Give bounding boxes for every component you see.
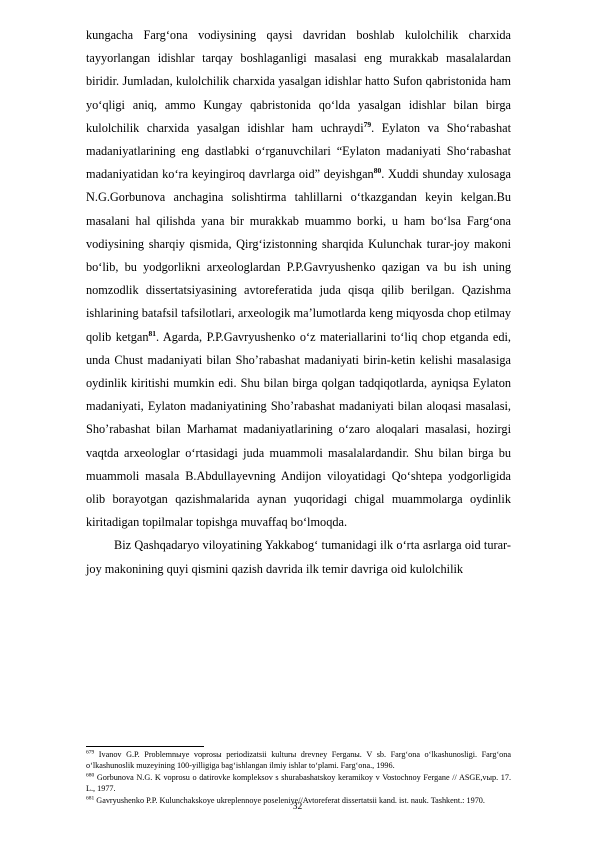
footnotes	[86, 749, 511, 806]
paragraph	[86, 24, 511, 534]
footnote-reference: 79	[363, 119, 372, 129]
footnote-text: Gorbunova N.G. K voprosu o datirovke kompleksov s shurabashatskoy keramikoy v Vostochnoy Fergane // ASGE,vыp. 17. L., 1977.	[86, 772, 511, 794]
paragraph-text: . Xuddi shunday xulosaga N.G.Gorbunova anchagina solishtirma tahlillarni oʻtkazgandan keyin kelgan.Bu masalani hal qilishda yana bir murakkab muammo borki, u ham boʻlsa Fargʻona vodiysining sharqiy qismida, Qirgʻizistonning sharqida Kulunchak turar-joy makoni boʻlib, bu yodgorlikni arxeologlardan P.P.Gavryushenko qazigan va bu ish uning nomzodlik dissertatsiyasining avtoreferatida juda qisqa qilib berilgan. Qazishma ishlarining batafsil tafsilotlari, arxeologik maʼlumotlarda keng miqyosda chop etilmay qolib ketgan	[86, 167, 511, 344]
footnote-text: Ivanov G.P. Problemnыye voprosы periodizatsii kulturы drevney Ferganы. V sb. Fargʻona oʻlkashunosligi. Fargʻona oʻlkashunoslik muzeyining 100-yilligiga bagʻishlangan ilmiy ishlar toʻplami. Fargʻona., 1996.	[86, 750, 511, 771]
footnote-number: 681	[86, 794, 95, 801]
footnote-text: Gavryushenko P.P. Kulunchakskoye ukreplennoye poseleniye//Avtoreferat dissertatsii kand. ist. nauk. Tashkent.: 1970.	[94, 795, 485, 805]
footnote-divider	[86, 746, 204, 747]
paragraph-text: . Agarda, P.P.Gavryushenko oʻz materiallarini toʻliq chop etganda edi, unda Chust madaniyati bilan Sho’rabashat madaniyati birin-ketin kelishi masalasiga oydinlik kiritishi mumkin edi. Shu bilan birga qolgan tadqiqotlarda, ayniqsa Eylaton madaniyati, Eylaton madaniyatining Sho’rabashat madaniyati bilan aloqasi masalasi, Sho’rabashat bilan Marhamat madaniyatlarining oʻzaro aloqalari masalasi, hozirgi vaqtda arxeologlar oʻrtasidagi juda muammoli masalalardandir. Shu bilan birga bu muammoli masala B.Abdullayevning Andijon viloyatidagi Qoʻshtepa yodgorligida olib borayotgan qazishmalarida aynan yuqoridagi chigal muammolarga oydinlik kiritadigan topilmalar topishga muvaffaq boʻlmoqda.	[86, 329, 511, 530]
footnote	[86, 772, 511, 795]
footnote-number: 679	[86, 749, 95, 756]
paragraph-text: Biz Qashqadaryo viloyatining Yakkabogʻ tumanidagi ilk oʻrta asrlarga oid turar-joy makonining quyi qismini qazish davrida ilk temir davriga oid kulolchilik	[86, 538, 511, 576]
footnote	[86, 749, 511, 772]
body-text	[86, 24, 511, 581]
footnote-reference: 80	[373, 166, 382, 176]
footnote-number: 680	[86, 772, 95, 779]
paragraph	[86, 534, 511, 580]
paragraph-text: . Eylaton va Sho‘rabashat madaniyatlarining eng dastlabki oʻrganuvchilari “Eylaton madaniyati Sho‘rabashat madaniyatidan koʻra keyingiroq davrlarga oid” deyishgan	[86, 120, 511, 182]
page-number: 32	[292, 802, 303, 812]
footnote-reference: 81	[148, 328, 157, 338]
paragraph-text: kungacha Fargʻona vodiysining qaysi davridan boshlab kulolchilik charxida tayyorlangan idishlar tarqay boshlaganligi masalasi eng murakkab masalalardan biridir. Jumladan, kulolchilik charxida yasalgan idishlar hatto Sufon qabristonida ham yoʻqligi aniq, ammo Kungay qabristonida qoʻlda yasalgan idishlar bilan birga kulolchilik charxida yasalgan idishlar ham uchraydi	[86, 28, 511, 135]
